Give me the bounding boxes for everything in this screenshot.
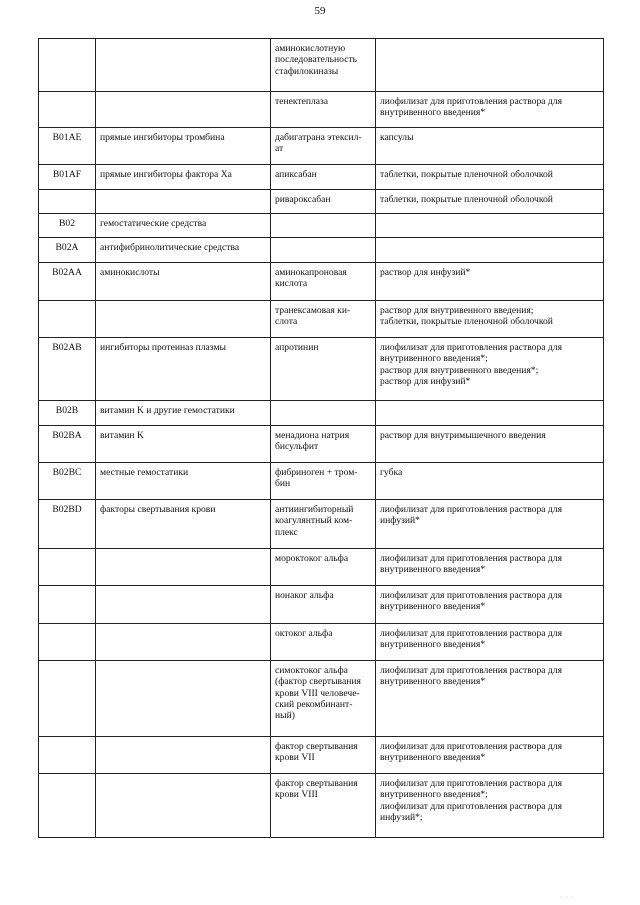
atc-group-cell [96, 549, 271, 586]
atc-code-cell [39, 190, 96, 214]
atc-code-cell [39, 39, 96, 92]
atc-group-cell: факторы свертывания крови [96, 500, 271, 549]
inn-cell [271, 214, 376, 238]
atc-code-cell: B02BD [39, 500, 96, 549]
atc-group-cell: витамин K и другие гемостатики [96, 401, 271, 426]
atc-code-cell [39, 301, 96, 338]
table-row [39, 39, 604, 92]
inn-cell: тенектеплаза [271, 92, 376, 128]
dosage-form-cell: лиофилизат для приготовления раствора для внутривенного введения* [376, 549, 604, 586]
atc-code-cell [39, 92, 96, 128]
dosage-form-cell: лиофилизат для приготовления раствора для инфузий* [376, 500, 604, 549]
atc-code-cell [39, 661, 96, 737]
atc-group-cell [96, 92, 271, 128]
atc-group-cell [96, 586, 271, 624]
atc-group-cell [96, 661, 271, 737]
table-row [39, 238, 604, 263]
atc-code-cell: B02A [39, 238, 96, 263]
inn-cell: мороктоког альфа [271, 549, 376, 586]
atc-code-cell: B02BC [39, 463, 96, 500]
atc-group-cell [96, 190, 271, 214]
table-row [39, 263, 604, 301]
atc-code-cell [39, 774, 96, 838]
atc-code-cell: B02AB [39, 338, 96, 401]
dosage-form-cell: лиофилизат для приготовления раствора для внутривенного введения* [376, 624, 604, 661]
atc-group-cell: прямые ингибиторы тромбина [96, 128, 271, 165]
dosage-form-cell: лиофилизат для приготовления раствора для внутривенного введения*; лиофилизат для приготовления раствора для инфузий*; [376, 774, 604, 838]
table-row [39, 661, 604, 737]
table-row [39, 500, 604, 549]
inn-cell: ривароксабан [271, 190, 376, 214]
dosage-form-cell: лиофилизат для приготовления раствора для внутривенного введения*; раствор для внутривенного введения*; раствор для инфузий* [376, 338, 604, 401]
dosage-form-cell: капсулы [376, 128, 604, 165]
atc-code-cell: B01AE [39, 128, 96, 165]
inn-cell: аминокапроновая кислота [271, 263, 376, 301]
inn-cell: нонаког альфа [271, 586, 376, 624]
atc-group-cell: антифибринолитические средства [96, 238, 271, 263]
inn-cell: фактор свертывания крови VIII [271, 774, 376, 838]
inn-cell [271, 238, 376, 263]
table-row [39, 190, 604, 214]
inn-cell: октоког альфа [271, 624, 376, 661]
atc-group-cell [96, 624, 271, 661]
atc-code-cell [39, 624, 96, 661]
dosage-form-cell: лиофилизат для приготовления раствора для внутривенного введения* [376, 737, 604, 774]
dosage-form-cell: лиофилизат для приготовления раствора для внутривенного введения* [376, 661, 604, 737]
atc-code-cell: B01AF [39, 165, 96, 190]
atc-group-cell: витамин K [96, 426, 271, 463]
dosage-form-cell: лиофилизат для приготовления раствора для внутривенного введения* [376, 586, 604, 624]
inn-cell: аминокислотную последовательность стафилокиназы [271, 39, 376, 92]
inn-cell: транексамовая ки- слота [271, 301, 376, 338]
inn-cell: менадиона натрия бисульфит [271, 426, 376, 463]
dosage-form-cell [376, 214, 604, 238]
atc-code-cell [39, 737, 96, 774]
atc-group-cell: местные гемостатики [96, 463, 271, 500]
atc-group-cell [96, 39, 271, 92]
atc-code-cell [39, 586, 96, 624]
table-row [39, 338, 604, 401]
table-row [39, 401, 604, 426]
dosage-form-cell: губка [376, 463, 604, 500]
table-row [39, 426, 604, 463]
table-row [39, 301, 604, 338]
inn-cell: апротинин [271, 338, 376, 401]
atc-code-cell [39, 549, 96, 586]
atc-code-cell: B02BA [39, 426, 96, 463]
atc-code-cell: B02B [39, 401, 96, 426]
dosage-form-cell [376, 238, 604, 263]
table-row [39, 586, 604, 624]
dosage-form-cell: раствор для внутримышечного введения [376, 426, 604, 463]
dosage-form-cell: раствор для инфузий* [376, 263, 604, 301]
atc-group-cell: аминокислоты [96, 263, 271, 301]
inn-cell: фактор свертывания крови VII [271, 737, 376, 774]
table-row [39, 92, 604, 128]
inn-cell: симоктоког альфа (фактор свертывания крови VIII человече- ский рекомбинант- ный) [271, 661, 376, 737]
atc-group-cell: ингибиторы протеиназ плазмы [96, 338, 271, 401]
table-row [39, 214, 604, 238]
page-number: 59 [314, 5, 326, 17]
dosage-form-cell [376, 39, 604, 92]
drug-table [38, 38, 604, 838]
atc-group-cell [96, 774, 271, 838]
dosage-form-cell: лиофилизат для приготовления раствора для внутривенного введения* [376, 92, 604, 128]
atc-code-cell: B02AA [39, 263, 96, 301]
scan-artifact: · · · [560, 895, 574, 901]
atc-code-cell: B02 [39, 214, 96, 238]
table-row [39, 549, 604, 586]
dosage-form-cell: таблетки, покрытые пленочной оболочкой [376, 165, 604, 190]
atc-group-cell: прямые ингибиторы фактора Xa [96, 165, 271, 190]
inn-cell: дабигатрана этексил- ат [271, 128, 376, 165]
atc-group-cell [96, 737, 271, 774]
inn-cell: фибриноген + тром- бин [271, 463, 376, 500]
table-row [39, 774, 604, 838]
inn-cell [271, 401, 376, 426]
inn-cell: антиингибиторный коагулянтный ком- плекс [271, 500, 376, 549]
dosage-form-cell: таблетки, покрытые пленочной оболочкой [376, 190, 604, 214]
inn-cell: апиксабан [271, 165, 376, 190]
table-row [39, 165, 604, 190]
atc-group-cell: гемостатические средства [96, 214, 271, 238]
atc-group-cell [96, 301, 271, 338]
dosage-form-cell [376, 401, 604, 426]
table-row [39, 624, 604, 661]
table-row [39, 463, 604, 500]
dosage-form-cell: раствор для внутривенного введения; таблетки, покрытые пленочной оболочкой [376, 301, 604, 338]
table-row [39, 737, 604, 774]
table-row [39, 128, 604, 165]
